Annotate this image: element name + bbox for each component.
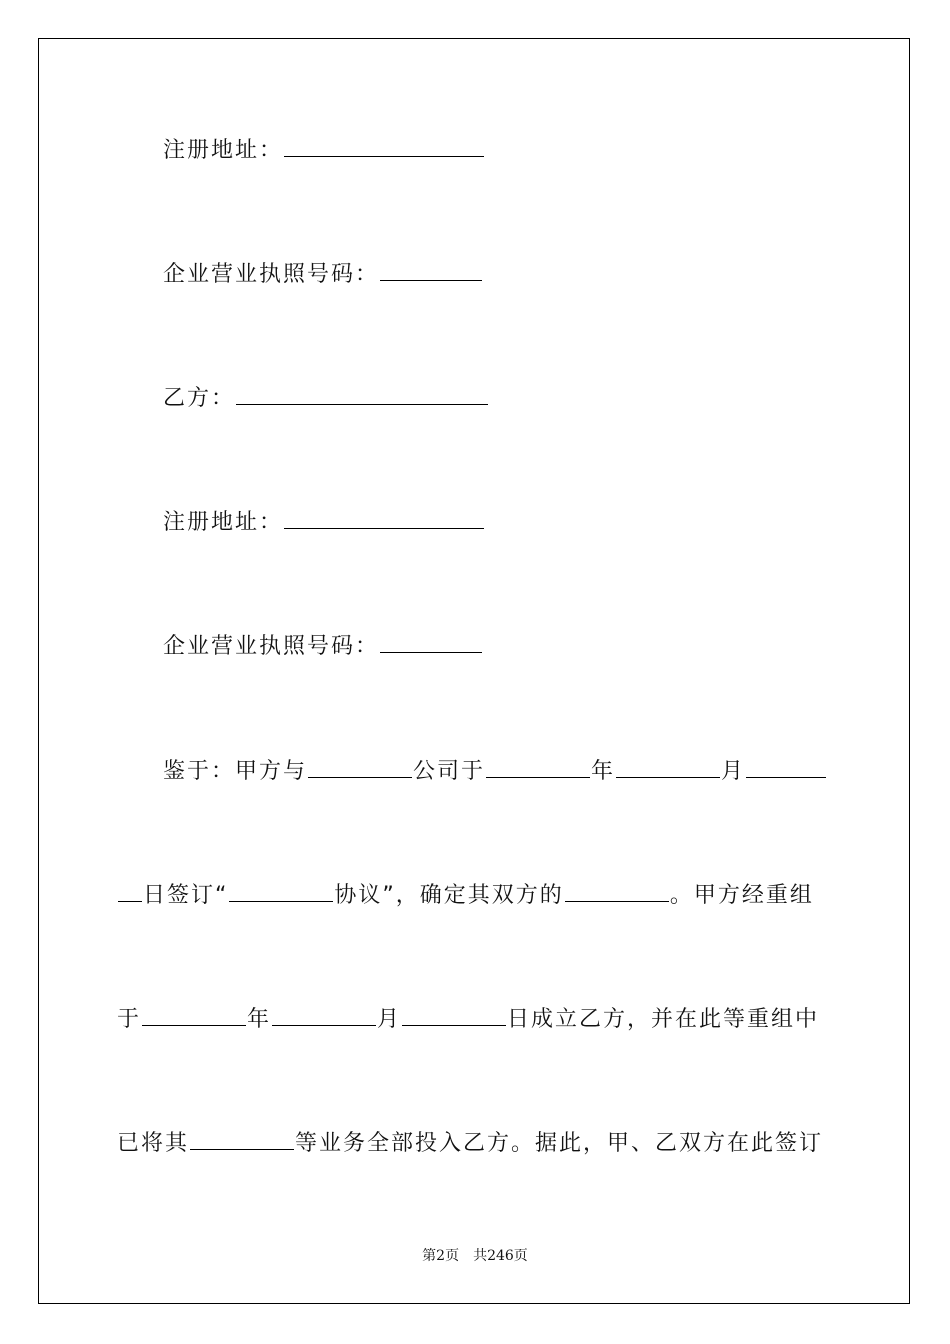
text-segment: 年: [591, 759, 616, 784]
blank-field: [118, 881, 142, 902]
paragraph-line-1: [163, 757, 827, 787]
label-license-number-2: 企业营业执照号码：: [163, 634, 380, 659]
blank-field: [565, 881, 669, 902]
label-registered-address-1: 注册地址：: [163, 138, 284, 163]
paragraph-line-4: [117, 1129, 823, 1159]
party-b-line: [163, 384, 489, 414]
license-number-line-1: [163, 260, 483, 290]
blank-field: [272, 1005, 376, 1026]
label-party-b: 乙方：: [163, 386, 236, 411]
blank-field: [380, 260, 482, 281]
blank-field: [746, 757, 826, 778]
text-segment: 月: [721, 759, 746, 784]
text-segment: 于: [117, 1007, 142, 1032]
blank-field: [284, 508, 484, 529]
blank-field: [236, 384, 488, 405]
blank-field: [380, 632, 482, 653]
text-segment: 年: [247, 1007, 272, 1032]
blank-field: [486, 757, 590, 778]
blank-field: [402, 1005, 506, 1026]
blank-field: [142, 1005, 246, 1026]
blank-field: [284, 136, 484, 157]
paragraph-line-2: [117, 881, 814, 911]
text-segment: 鉴于：甲方与: [163, 759, 308, 784]
label-registered-address-2: 注册地址：: [163, 510, 284, 535]
blank-field: [308, 757, 412, 778]
text-segment: 等业务全部投入乙方。据此，甲、乙双方在此签订: [295, 1131, 824, 1156]
text-segment: 日成立乙方，并在此等重组中: [507, 1007, 820, 1032]
blank-field: [616, 757, 720, 778]
license-number-line-2: [163, 632, 483, 662]
page-footer: 第2页 共246页: [422, 1248, 528, 1264]
blank-field: [190, 1129, 294, 1150]
blank-field: [229, 881, 333, 902]
registered-address-line-1: [163, 136, 485, 166]
registered-address-line-2: [163, 508, 485, 538]
text-segment: 已将其: [117, 1131, 190, 1156]
label-license-number-1: 企业营业执照号码：: [163, 262, 380, 287]
paragraph-line-3: [117, 1005, 819, 1035]
text-segment: 协议”，确定其双方的: [334, 883, 564, 908]
text-segment: 日签订“: [143, 883, 229, 908]
text-segment: 月: [377, 1007, 402, 1032]
text-segment: 。甲方经重组: [669, 883, 814, 908]
page-border: [38, 38, 910, 1304]
text-segment: 公司于: [413, 759, 486, 784]
